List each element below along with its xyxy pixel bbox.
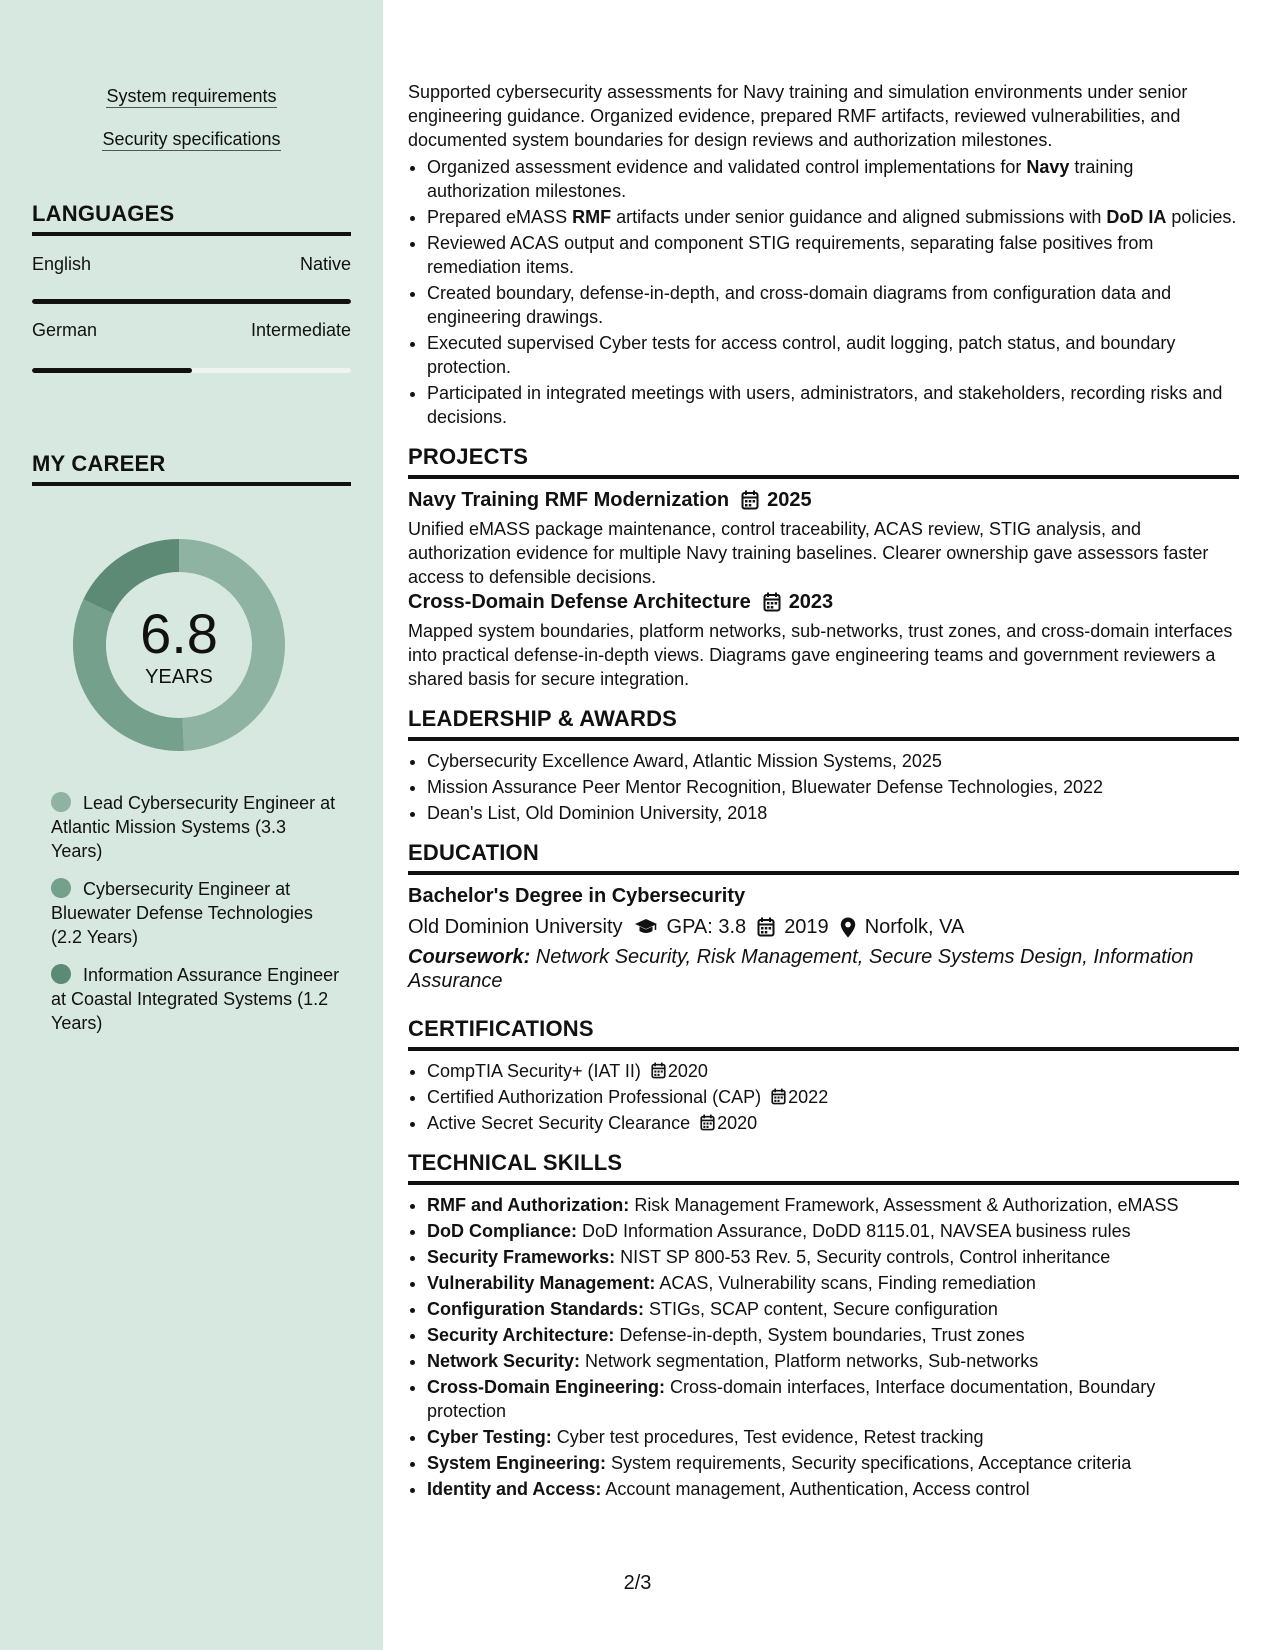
career-legend-item	[51, 877, 341, 949]
experience-bullet: • Prepared eMASS RMF artifacts under senior guidance and aligned submissions with DoD IA policies.	[427, 205, 1239, 229]
language-bar-fill	[32, 368, 192, 373]
awards-list	[408, 749, 1239, 825]
skill-item: • Configuration Standards: STIGs, SCAP content, Secure configuration	[427, 1297, 1239, 1321]
sidebar	[0, 0, 383, 1650]
language-name: German	[32, 320, 98, 340]
language-row-german	[32, 320, 351, 341]
experience-bullet: • Created boundary, defense-in-depth, and cross-domain diagrams from configuration data and engineering drawings.	[427, 281, 1239, 329]
skill-item: • RMF and Authorization: Risk Management Framework, Assessment & Authorization, eMASS	[427, 1193, 1239, 1217]
tag-label: System requirements	[106, 86, 277, 106]
awards-heading: LEADERSHIP & AWARDS	[408, 705, 1239, 741]
career-donut-chart	[64, 530, 294, 760]
skill-item: • DoD Compliance: DoD Information Assurance, DoDD 8115.01, NAVSEA business rules	[427, 1219, 1239, 1243]
page-number: 2/3	[623, 1572, 652, 1594]
award-item: • Dean's List, Old Dominion University, 2018	[427, 801, 1239, 825]
legend-label: Cybersecurity Engineer at Bluewater Defense Technologies (2.2 Years)	[51, 879, 313, 947]
experience-bullets	[408, 155, 1239, 429]
language-bar-english	[32, 299, 351, 304]
career-legend-item	[51, 963, 341, 1035]
tag-security-specifications	[0, 127, 383, 151]
language-bar-fill	[32, 299, 351, 304]
experience-bullet: • Reviewed ACAS output and component STIG requirements, separating false positives from remediation items.	[427, 231, 1239, 279]
project-year: 2023	[788, 591, 834, 613]
legend-dot	[51, 878, 71, 898]
language-level: Native	[299, 254, 351, 274]
education-heading: EDUCATION	[408, 839, 1239, 875]
certifications-list	[408, 1059, 1239, 1135]
project-title: Navy Training RMF Modernization 2025	[408, 489, 812, 511]
school-location: Norfolk, VA	[864, 916, 965, 938]
calendar-icon	[651, 1062, 666, 1079]
skill-item: • Security Frameworks: NIST SP 800-53 Rev. 5, Security controls, Control inheritance	[427, 1245, 1239, 1269]
career-unit: YEARS	[145, 666, 213, 688]
language-bar-german	[32, 368, 351, 373]
experience-bullet: • Executed supervised Cyber tests for access control, audit logging, patch status, and boundary protection.	[427, 331, 1239, 379]
legend-dot	[51, 964, 71, 984]
skill-item: • Cross-Domain Engineering: Cross-domain interfaces, Interface documentation, Boundary protection	[427, 1375, 1239, 1423]
award-item: • Cybersecurity Excellence Award, Atlantic Mission Systems, 2025	[427, 749, 1239, 773]
career-total: 6.8	[140, 602, 218, 665]
coursework: Coursework: Network Security, Risk Management, Secure Systems Design, Information Assurance	[408, 946, 1194, 992]
location-pin-icon	[840, 917, 856, 938]
experience-bullet: • Organized assessment evidence and validated control implementations for Navy training authorization milestones.	[427, 155, 1239, 203]
main-content	[408, 80, 1239, 1503]
certification-item: • Active Secret Security Clearance 2020	[427, 1111, 1239, 1135]
tag-system-requirements	[0, 84, 383, 108]
legend-label: Information Assurance Engineer at Coastal Integrated Systems (1.2 Years)	[51, 965, 340, 1033]
education-details	[408, 913, 1239, 941]
career-heading: MY CAREER	[32, 451, 351, 486]
calendar-icon	[757, 917, 775, 937]
tag-label: Security specifications	[102, 129, 281, 149]
language-name: English	[32, 254, 92, 274]
certification-item: • Certified Authorization Professional (CAP) 2022	[427, 1085, 1239, 1109]
language-row-english	[32, 254, 351, 275]
experience-bullet: • Participated in integrated meetings with users, administrators, and stakeholders, recording risks and decisions.	[427, 381, 1239, 429]
legend-dot	[51, 792, 71, 812]
experience-summary: Supported cybersecurity assessments for Navy training and simulation environments under senior engineering guidance. Organized evidence, prepared RMF artifacts, reviewed vulnerabilities, and documented system boundaries for design reviews and authorization milestones.	[408, 82, 1188, 150]
calendar-icon	[771, 1088, 786, 1105]
skill-item: • Identity and Access: Account management, Authentication, Access control	[427, 1477, 1239, 1501]
calendar-icon	[741, 490, 759, 510]
gpa: GPA: 3.8	[666, 916, 747, 938]
skill-item: • System Engineering: System requirements, Security specifications, Acceptance criteria	[427, 1451, 1239, 1475]
graduation-year: 2019	[784, 916, 829, 938]
certifications-heading: CERTIFICATIONS	[408, 1015, 1239, 1051]
project-description: Unified eMASS package maintenance, control traceability, ACAS review, STIG analysis, and authorization evidence for multiple Navy training baselines. Clearer ownership gave assessors faster access to defensible decisions.	[408, 519, 1209, 587]
skills-heading: TECHNICAL SKILLS	[408, 1149, 1239, 1185]
legend-label: Lead Cybersecurity Engineer at Atlantic Mission Systems (3.3 Years)	[51, 793, 336, 861]
language-level: Intermediate	[250, 320, 351, 340]
skill-item: • Network Security: Network segmentation, Platform networks, Sub-networks	[427, 1349, 1239, 1373]
project-year: 2025	[767, 489, 812, 511]
project-title: Cross-Domain Defense Architecture 2023	[408, 591, 834, 613]
calendar-icon	[700, 1114, 715, 1131]
degree-title: Bachelor's Degree in Cybersecurity	[408, 885, 746, 907]
school-name: Old Dominion University	[408, 916, 623, 938]
skills-list	[408, 1193, 1239, 1501]
skill-item: • Cyber Testing: Cyber test procedures, Test evidence, Retest tracking	[427, 1425, 1239, 1449]
graduation-cap-icon	[634, 918, 658, 936]
certification-item: • CompTIA Security+ (IAT II) 2020	[427, 1059, 1239, 1083]
award-item: • Mission Assurance Peer Mentor Recognition, Bluewater Defense Technologies, 2022	[427, 775, 1239, 799]
calendar-icon	[763, 592, 781, 612]
skill-item: • Vulnerability Management: ACAS, Vulnerability scans, Finding remediation	[427, 1271, 1239, 1295]
skill-item: • Security Architecture: Defense-in-depth, System boundaries, Trust zones	[427, 1323, 1239, 1347]
projects-heading: PROJECTS	[408, 443, 1239, 479]
career-legend-item	[51, 791, 341, 863]
languages-heading: LANGUAGES	[32, 201, 351, 236]
project-description: Mapped system boundaries, platform networks, sub-networks, trust zones, and cross-domain interfaces into practical defense-in-depth views. Diagrams gave engineering teams and government reviewers a shared basis for secure integration.	[408, 621, 1233, 689]
